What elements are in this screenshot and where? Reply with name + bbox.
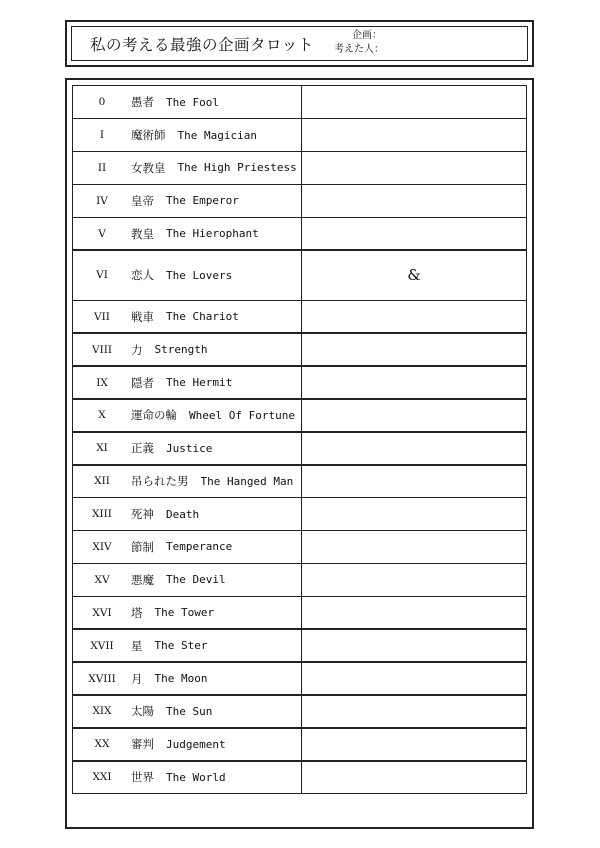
card-english-name: The High Priestess — [177, 161, 297, 175]
card-note-cell[interactable] — [302, 498, 526, 530]
card-numeral: XIX — [92, 705, 112, 718]
header-meta — [334, 29, 382, 57]
card-note-cell[interactable] — [302, 597, 526, 629]
card-japanese-name: 死神 — [131, 507, 154, 522]
card-english-name: The Hermit — [166, 376, 233, 390]
card-note-cell[interactable] — [302, 119, 526, 151]
card-name-cell — [73, 119, 302, 151]
card-numeral: VII — [94, 310, 110, 323]
card-name-cell — [73, 218, 302, 250]
card-name-cell — [73, 564, 302, 596]
table-row — [72, 300, 527, 334]
card-english-name: The Hanged Man — [200, 474, 294, 488]
card-english-name: The Emperor — [166, 194, 239, 208]
card-name-cell — [73, 629, 302, 661]
card-note-cell[interactable] — [302, 152, 526, 184]
card-japanese-name: 恋人 — [131, 268, 154, 283]
table-row — [72, 596, 527, 630]
card-table — [72, 85, 527, 794]
card-numeral: XI — [96, 442, 108, 455]
table-row — [72, 398, 527, 432]
card-japanese-name: 愚者 — [131, 95, 154, 110]
card-numeral: XVII — [90, 639, 114, 652]
table-row — [72, 464, 527, 498]
sheet-title: 私の考える最強の企画タロット — [90, 36, 314, 54]
card-english-name: The Tower — [154, 606, 215, 620]
card-japanese-name: 戦車 — [131, 309, 154, 324]
card-note-cell[interactable]: & — [407, 266, 421, 285]
table-row — [72, 628, 527, 662]
card-numeral: XIII — [92, 508, 112, 521]
card-name-cell — [73, 185, 302, 217]
card-japanese-name: 運命の輪 — [131, 408, 177, 423]
card-name-cell — [73, 498, 302, 530]
card-english-name: The Chariot — [166, 310, 239, 324]
card-japanese-name: 皇帝 — [131, 193, 154, 208]
card-numeral: IV — [96, 194, 108, 207]
card-note-cell[interactable] — [302, 564, 526, 596]
card-japanese-name: 節制 — [131, 539, 154, 554]
card-name-cell — [73, 301, 302, 333]
card-english-name: Temperance — [166, 540, 233, 554]
card-japanese-name: 魔術師 — [131, 128, 166, 143]
card-name-cell — [73, 728, 302, 760]
card-note-cell[interactable] — [302, 366, 526, 398]
card-name-cell — [73, 761, 302, 793]
card-numeral: X — [98, 409, 106, 422]
table-row — [72, 85, 527, 119]
card-japanese-name: 吊られた男 — [131, 474, 189, 489]
table-row — [72, 217, 527, 251]
card-name-cell — [73, 152, 302, 184]
table-row — [72, 727, 527, 761]
card-note-cell[interactable] — [302, 399, 526, 431]
card-note-cell[interactable] — [302, 662, 526, 694]
card-note-cell[interactable] — [302, 629, 526, 661]
table-row — [72, 365, 527, 399]
card-note-cell[interactable] — [302, 465, 526, 497]
card-english-name: The Devil — [166, 573, 226, 587]
plan-label: 企画： — [352, 30, 382, 41]
card-japanese-name: 塔 — [131, 605, 143, 620]
table-row — [72, 431, 527, 465]
card-numeral: II — [97, 161, 107, 174]
card-numeral: 0 — [98, 96, 106, 109]
card-english-name: The Ster — [154, 639, 208, 653]
card-english-name: Death — [166, 507, 200, 521]
card-japanese-name: 世界 — [131, 770, 154, 785]
card-japanese-name: 隠者 — [131, 375, 154, 390]
card-note-cell[interactable] — [302, 301, 526, 333]
card-name-cell — [73, 432, 302, 464]
card-name-cell — [73, 597, 302, 629]
card-english-name: The Moon — [154, 672, 208, 686]
table-row — [72, 661, 527, 695]
card-japanese-name: 悪魔 — [131, 572, 154, 587]
card-name-cell — [73, 86, 302, 118]
table-row — [72, 530, 527, 564]
card-name-cell — [73, 465, 302, 497]
author-label: 考えた人： — [334, 44, 384, 55]
card-english-name: Justice — [166, 441, 213, 455]
card-english-name: Judgement — [166, 737, 226, 751]
table-row — [72, 184, 527, 218]
card-table-box — [65, 78, 534, 829]
table-row — [72, 151, 527, 185]
table-row — [72, 497, 527, 531]
table-row — [72, 694, 527, 728]
card-numeral: VI — [96, 269, 108, 282]
card-name-cell — [73, 366, 302, 398]
card-note-cell[interactable] — [302, 333, 526, 365]
header-inner-frame — [71, 26, 528, 61]
card-english-name: The Sun — [166, 704, 213, 718]
card-note-cell[interactable] — [302, 185, 526, 217]
card-english-name: The Fool — [166, 95, 219, 109]
card-english-name: The Magician — [177, 128, 257, 142]
card-japanese-name: 星 — [131, 638, 143, 653]
card-note-cell[interactable] — [302, 761, 526, 793]
card-note-cell[interactable] — [302, 432, 526, 464]
table-row — [72, 118, 527, 152]
card-english-name: The World — [166, 770, 226, 784]
card-english-name: Wheel Of Fortune — [189, 408, 295, 422]
card-numeral: XVI — [92, 606, 112, 619]
card-numeral: XX — [94, 738, 110, 751]
card-english-name: The Hierophant — [166, 227, 259, 241]
card-name-cell — [73, 695, 302, 727]
card-name-cell — [73, 250, 302, 300]
card-note-cell[interactable] — [302, 728, 526, 760]
card-numeral: V — [98, 227, 106, 240]
card-numeral: XV — [94, 573, 110, 586]
card-japanese-name: 力 — [131, 342, 143, 357]
card-numeral: I — [99, 129, 105, 142]
card-numeral: VIII — [91, 343, 113, 356]
card-numeral: XVIII — [88, 672, 116, 685]
card-name-cell — [73, 399, 302, 431]
card-name-cell — [73, 333, 302, 365]
card-note-cell[interactable] — [302, 695, 526, 727]
card-note-cell[interactable] — [302, 218, 526, 250]
card-japanese-name: 正義 — [131, 441, 154, 456]
card-japanese-name: 女教皇 — [131, 160, 166, 175]
table-row — [72, 563, 527, 597]
card-japanese-name: 太陽 — [131, 704, 154, 719]
table-row — [72, 332, 527, 366]
card-english-name: The Lovers — [166, 268, 233, 282]
table-row — [72, 760, 527, 794]
card-numeral: XII — [94, 475, 110, 488]
card-numeral: IX — [96, 376, 108, 389]
card-numeral: XIV — [92, 540, 112, 553]
header-box — [65, 20, 534, 67]
card-japanese-name: 教皇 — [131, 226, 154, 241]
card-note-cell[interactable] — [302, 86, 526, 118]
table-row — [72, 249, 527, 301]
card-english-name: Strength — [154, 343, 208, 357]
card-note-cell[interactable] — [302, 531, 526, 563]
card-japanese-name: 月 — [131, 671, 143, 686]
card-numeral: XXI — [92, 771, 112, 784]
card-name-cell — [73, 662, 302, 694]
card-japanese-name: 審判 — [131, 737, 154, 752]
card-name-cell — [73, 531, 302, 563]
